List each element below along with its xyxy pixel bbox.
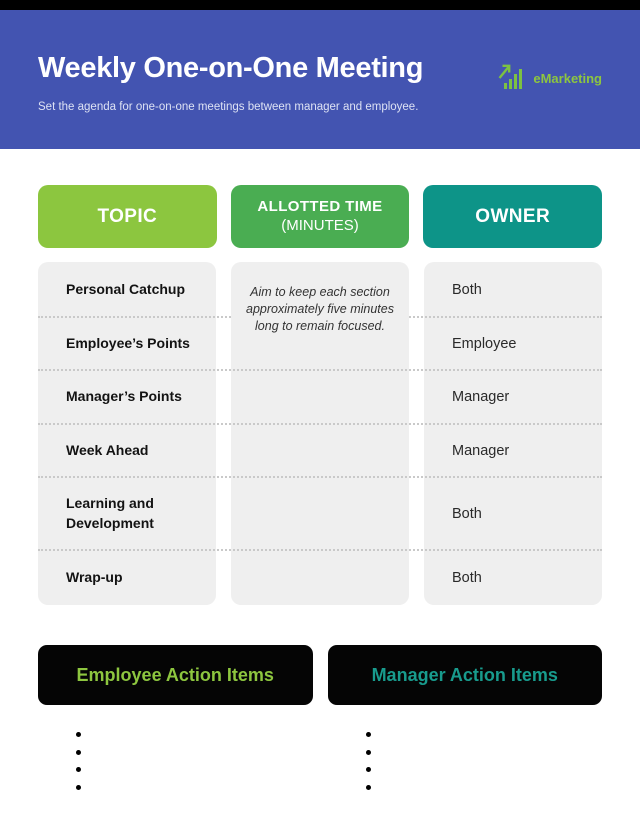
top-black-bar xyxy=(0,0,640,10)
table-header-row xyxy=(38,185,602,248)
owner-cell: Manager xyxy=(452,389,510,405)
bullet-item xyxy=(366,761,603,779)
action-items-header-row xyxy=(38,645,602,705)
column-header-owner xyxy=(423,185,602,248)
employee-action-items-list xyxy=(38,726,313,796)
bar-chart-growth-icon xyxy=(497,62,525,95)
topic-cell: Learning and Development xyxy=(66,494,154,531)
topic-cell: Week Ahead xyxy=(66,441,149,458)
page-header xyxy=(0,10,640,149)
bullet-item xyxy=(366,779,603,797)
topic-column xyxy=(38,262,216,605)
manager-action-items-header xyxy=(328,645,603,705)
owner-column xyxy=(424,262,602,605)
bullet-item xyxy=(76,779,313,797)
bullet-item xyxy=(76,761,313,779)
bullet-item xyxy=(76,726,313,744)
employee-action-items-header xyxy=(38,645,313,705)
agenda-table-body xyxy=(38,262,602,605)
topic-cell: Personal Catchup xyxy=(66,280,186,297)
column-header-topic xyxy=(38,185,217,248)
bullet-item xyxy=(366,726,603,744)
employee-action-items-label: Employee Action Items xyxy=(76,664,274,685)
brand-logo-text: eMarketing xyxy=(533,71,602,86)
topic-cell: Wrap-up xyxy=(66,568,123,585)
column-header-sublabel: (MINUTES) xyxy=(281,216,359,234)
owner-cell: Manager xyxy=(452,442,510,459)
manager-action-items-list xyxy=(328,726,603,796)
column-header-allotted-time xyxy=(231,185,410,248)
owner-cell: Both xyxy=(452,281,482,298)
column-header-label: TOPIC xyxy=(97,205,158,227)
owner-cell: Both xyxy=(452,505,482,522)
allotted-time-note: Aim to keep each section approximately five minutes long to remain focused. xyxy=(231,278,409,341)
topic-cell: Manager’s Points xyxy=(66,388,182,405)
bullet-item xyxy=(76,744,313,762)
page-subtitle: Set the agenda for one-on-one meetings between manager and employee. xyxy=(38,101,419,113)
column-header-label: ALLOTTED TIME xyxy=(257,197,383,215)
manager-action-items-label: Manager Action Items xyxy=(371,664,558,685)
topic-cell: Employee’s Points xyxy=(66,334,190,351)
action-items-lists xyxy=(38,726,602,796)
page-title: Weekly One-on-One Meeting xyxy=(38,52,424,84)
bullet-item xyxy=(366,744,603,762)
brand-logo xyxy=(497,62,602,95)
owner-cell: Employee xyxy=(452,335,517,352)
owner-cell: Both xyxy=(452,569,482,586)
column-header-label: OWNER xyxy=(475,205,551,227)
